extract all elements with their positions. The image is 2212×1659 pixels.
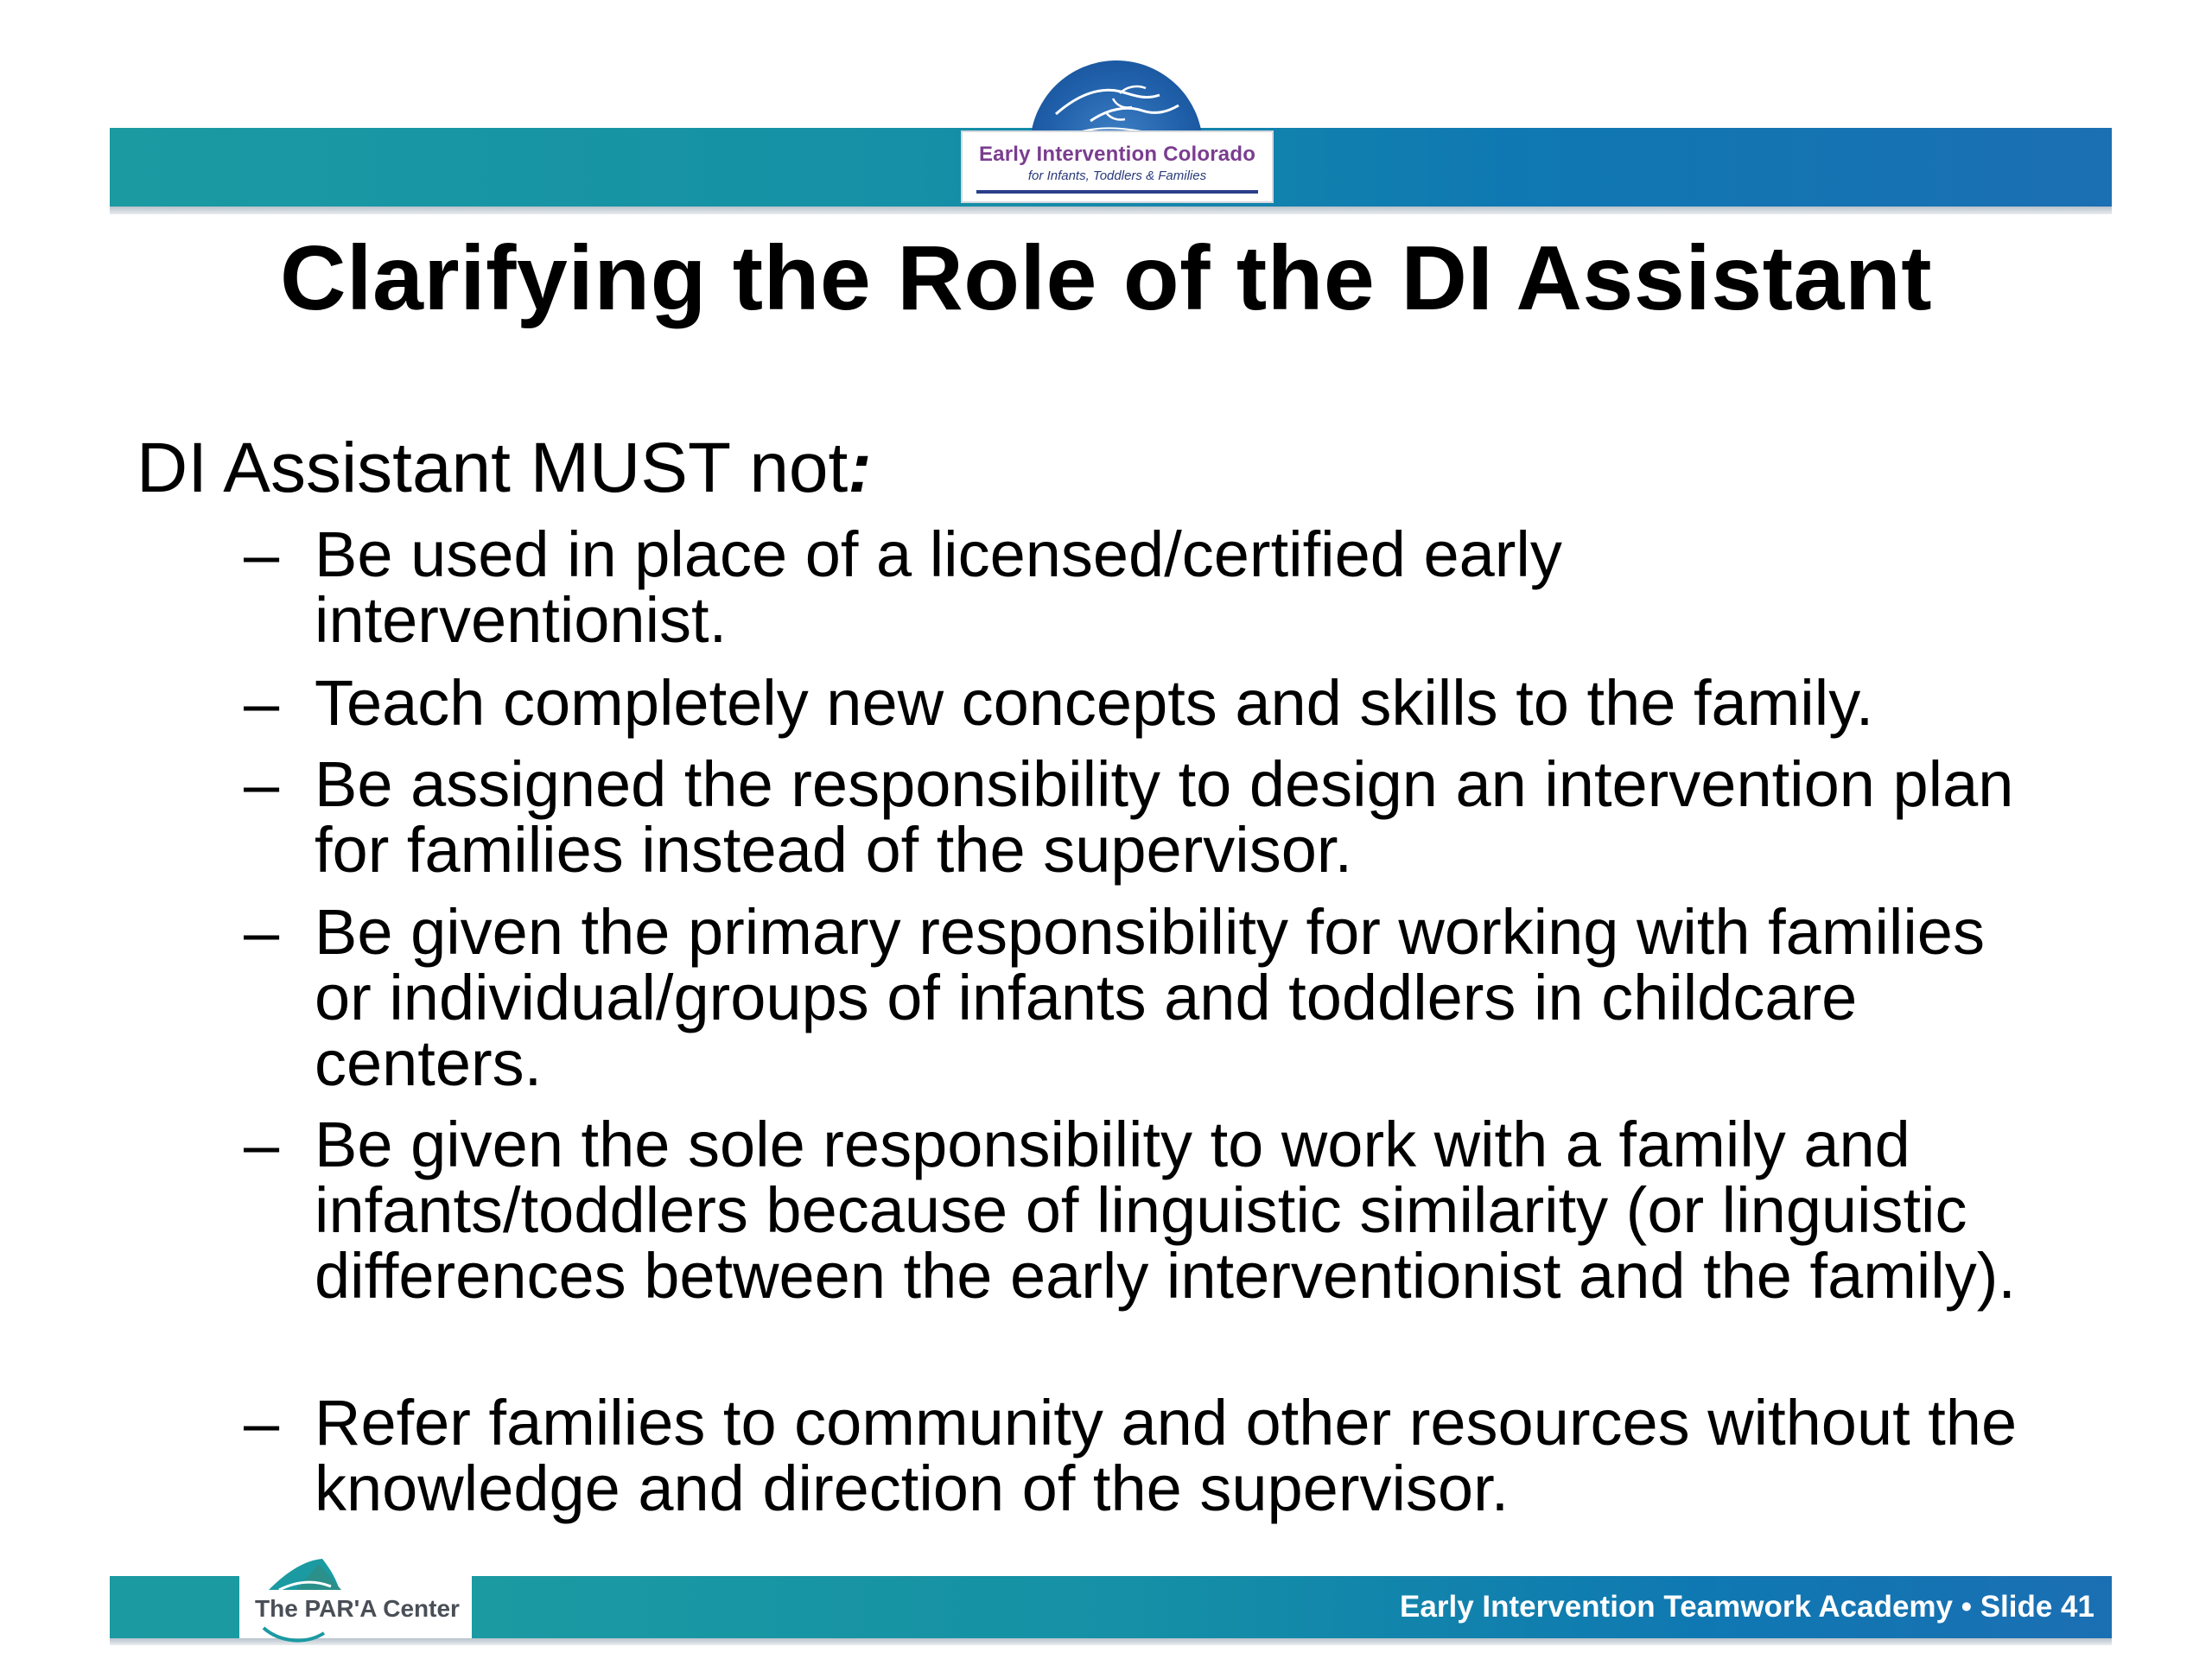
footer-org-name: The PAR'A Center (255, 1595, 460, 1622)
list-item-text: Be given the primary responsibility for working with families or individual/groups of infants and toddlers in childcare centers. (315, 896, 1985, 1099)
org-logo (961, 130, 1274, 203)
footer-slide-label: Early Intervention Teamwork Academy • Slide 41 (1400, 1590, 2094, 1624)
slide-title: Clarifying the Role of the DI Assistant (279, 227, 1933, 329)
list-item-text: Refer families to community and other resources without the knowledge and direction of the supervisor. (315, 1387, 2018, 1524)
lead-text: DI Assistant MUST not (137, 429, 849, 507)
dash-marker: – (244, 667, 280, 739)
footer-banner-left (110, 1576, 239, 1638)
header-banner-shadow (110, 207, 2112, 214)
logo-underline (976, 190, 1258, 194)
list-item-text: Be assigned the responsibility to design an intervention plan for families instead of the supervisor. (315, 748, 2014, 886)
list-item (244, 896, 2127, 1099)
footer-logo (245, 1555, 471, 1650)
lead-colon: : (848, 429, 872, 507)
logo-subtitle: for Infants, Toddlers & Families (1027, 168, 1207, 183)
logo-title: Early Intervention Colorado (978, 143, 1256, 166)
list-item (244, 748, 2127, 886)
list-item (244, 1109, 2127, 1312)
lead-line (137, 429, 872, 508)
list-item (244, 667, 2127, 739)
list-item-text: Be used in place of a licensed/certified early interventionist. (315, 518, 1562, 656)
dash-marker: – (244, 748, 280, 820)
list-item (244, 1387, 2127, 1524)
dash-marker: – (244, 1387, 280, 1459)
dash-marker: – (244, 518, 280, 590)
list-item (244, 518, 2127, 656)
list-item-text: Teach completely new concepts and skills to the family. (315, 667, 1874, 739)
list-item-text: Be given the sole responsibility to work with a family and infants/toddlers because of linguistic similarity (or linguistic differences between the early interventionist and the family). (315, 1109, 2016, 1312)
dash-marker: – (244, 1109, 280, 1180)
dash-marker: – (244, 896, 280, 968)
